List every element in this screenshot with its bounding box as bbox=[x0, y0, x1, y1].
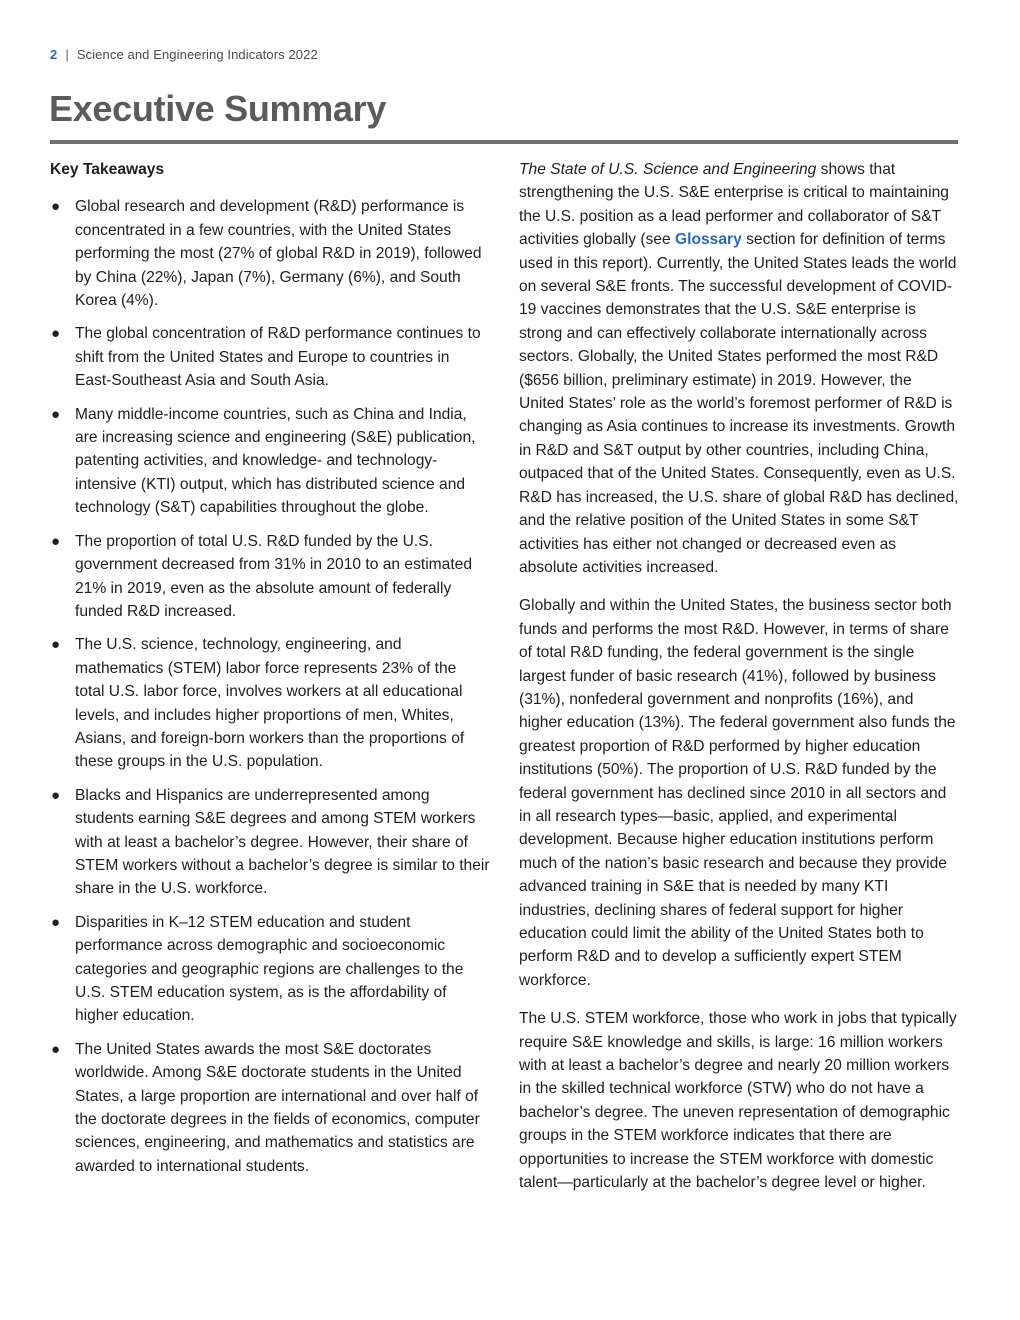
list-item bbox=[50, 633, 490, 773]
glossary-link[interactable]: Glossary bbox=[675, 231, 742, 249]
list-item-text: The U.S. science, technology, engineering, and mathematics (STEM) labor force represents 23% of the total U.S. labor force, involves workers at all educational levels, and includes higher proportions of men, Whites, Asians, and foreign-born workers than the proportions of these groups in the U.S. population. bbox=[75, 636, 465, 771]
list-item-text: Blacks and Hispanics are underrepresented among students earning S&E degrees and among STEM workers with at least a bachelor’s degree. However, their share of STEM workers without a bachelor’s degree is similar to their share in the U.S. workforce. bbox=[75, 786, 490, 898]
list-item-text: The United States awards the most S&E doctorates worldwide. Among S&E doctorate students in the United States, a large proportion are international and over half of the doctorate degrees in the fields of economics, computer sciences, engineering, and mathematics and statistics are awarded to international students. bbox=[75, 1040, 480, 1175]
report-title-italic: The State of U.S. Science and Engineering bbox=[519, 161, 817, 178]
list-item-text: The global concentration of R&D performance continues to shift from the United States and Europe to countries in East-Southeast Asia and South Asia. bbox=[75, 325, 481, 390]
list-item-text: Disparities in K–12 STEM education and student performance across demographic and socioeconomic categories and geographic regions are challenges to the U.S. STEM education system, as is the affordability of higher education. bbox=[75, 913, 464, 1025]
page-title: Executive Summary bbox=[49, 88, 387, 129]
bullet-icon: ● bbox=[51, 405, 61, 423]
list-item-text: Global research and development (R&D) performance is concentrated in a few countries, with the United States performing the most (27% of global R&D in 2019), followed by China (22%), Japan (7%), Germany (6%), and South Korea (4%). bbox=[75, 198, 482, 310]
page-number: 2 bbox=[50, 47, 58, 62]
bullet-icon: ● bbox=[51, 636, 61, 654]
list-item bbox=[50, 1038, 490, 1178]
report-title: Science and Engineering Indicators 2022 bbox=[76, 47, 318, 62]
key-takeaways-list bbox=[50, 195, 490, 1178]
bullet-icon: ● bbox=[51, 786, 61, 804]
body-paragraph-2: Globally and within the United States, the business sector both funds and performs the most R&D. However, in terms of share of total R&D funding, the federal government is the single largest funder of basic research (41%), followed by business (31%), nonfederal government and nonprofits (16%), and higher education (13%). The federal government also funds the greatest proportion of R&D performed by higher education institutions (50%). The proportion of U.S. R&D funded by the federal government has declined since 2010 in all sectors and in all research types—basic, applied, and experimental development. Because higher education institutions perform much of the nation’s basic research and because they provide advanced training in S&E that is needed by many KTI industries, declining shares of federal support for higher education could limit the ability of the United States both to perform R&D and to develop a sufficiently expert STEM workforce. bbox=[519, 597, 956, 989]
list-item bbox=[50, 911, 490, 1028]
list-item-text: Many middle-income countries, such as China and India, are increasing science and engineering (S&E) publication, patenting activities, and knowledge- and technology-intensive (KTI) output, which has distributed science and technology (S&T) capabilities throughout the globe. bbox=[75, 405, 476, 517]
body-column bbox=[519, 158, 959, 1209]
list-item bbox=[50, 322, 490, 392]
paragraph-text: shows that strengthening the U.S. S&E enterprise is critical to maintaining the U.S. position as a lead performer and collaborator of S&T activities globally (see bbox=[519, 161, 949, 249]
bullet-icon: ● bbox=[51, 532, 61, 550]
bullet-icon: ● bbox=[51, 325, 61, 343]
title-divider bbox=[50, 140, 958, 144]
list-item bbox=[50, 195, 490, 312]
key-takeaways-column bbox=[50, 158, 490, 1188]
paragraph-text: section for definition of terms used in this report). Currently, the United States leads the world on several S&E fronts. The successful development of COVID-19 vaccines demonstrates that the U.S. S&E enterprise is strong and can effectively collaborate internationally across sectors. Globally, the United States performed the most R&D ($656 billion, preliminary estimate) in 2019. However, the United States’ role as the world’s foremost performer of R&D is changing as Asia continues to increase its investments. Growth in R&D and S&T output by other countries, including China, outpaced that of the United States. Consequently, even as U.S. R&D has increased, the U.S. share of global R&D has declined, and the relative position of the United States in some S&T activities has either not changed or decreased even as absolute activities increased. bbox=[519, 231, 959, 576]
list-item bbox=[50, 403, 490, 520]
list-item bbox=[50, 784, 490, 901]
bullet-icon: ● bbox=[51, 1040, 61, 1058]
bullet-icon: ● bbox=[51, 198, 61, 216]
running-header bbox=[50, 47, 318, 62]
body-paragraph-3: The U.S. STEM workforce, those who work in jobs that typically require S&E knowledge and skills, is large: 16 million workers with at least a bachelor’s degree and nearly 20 million workers in the skilled technical workforce (STW) who do not have a bachelor’s degree. The uneven representation of demographic groups in the STEM workforce indicates that there are opportunities to increase the STEM workforce with domestic talent—particularly at the bachelor’s degree level or higher. bbox=[519, 1010, 957, 1192]
body-paragraph-1 bbox=[519, 158, 959, 579]
header-separator: | bbox=[65, 47, 69, 62]
list-item bbox=[50, 530, 490, 624]
list-item-text: The proportion of total U.S. R&D funded by the U.S. government decreased from 31% in 2010 to an estimated 21% in 2019, even as the absolute amount of federally funded R&D increased. bbox=[75, 532, 473, 620]
bullet-icon: ● bbox=[51, 913, 61, 931]
key-takeaways-heading: Key Takeaways bbox=[50, 161, 165, 178]
